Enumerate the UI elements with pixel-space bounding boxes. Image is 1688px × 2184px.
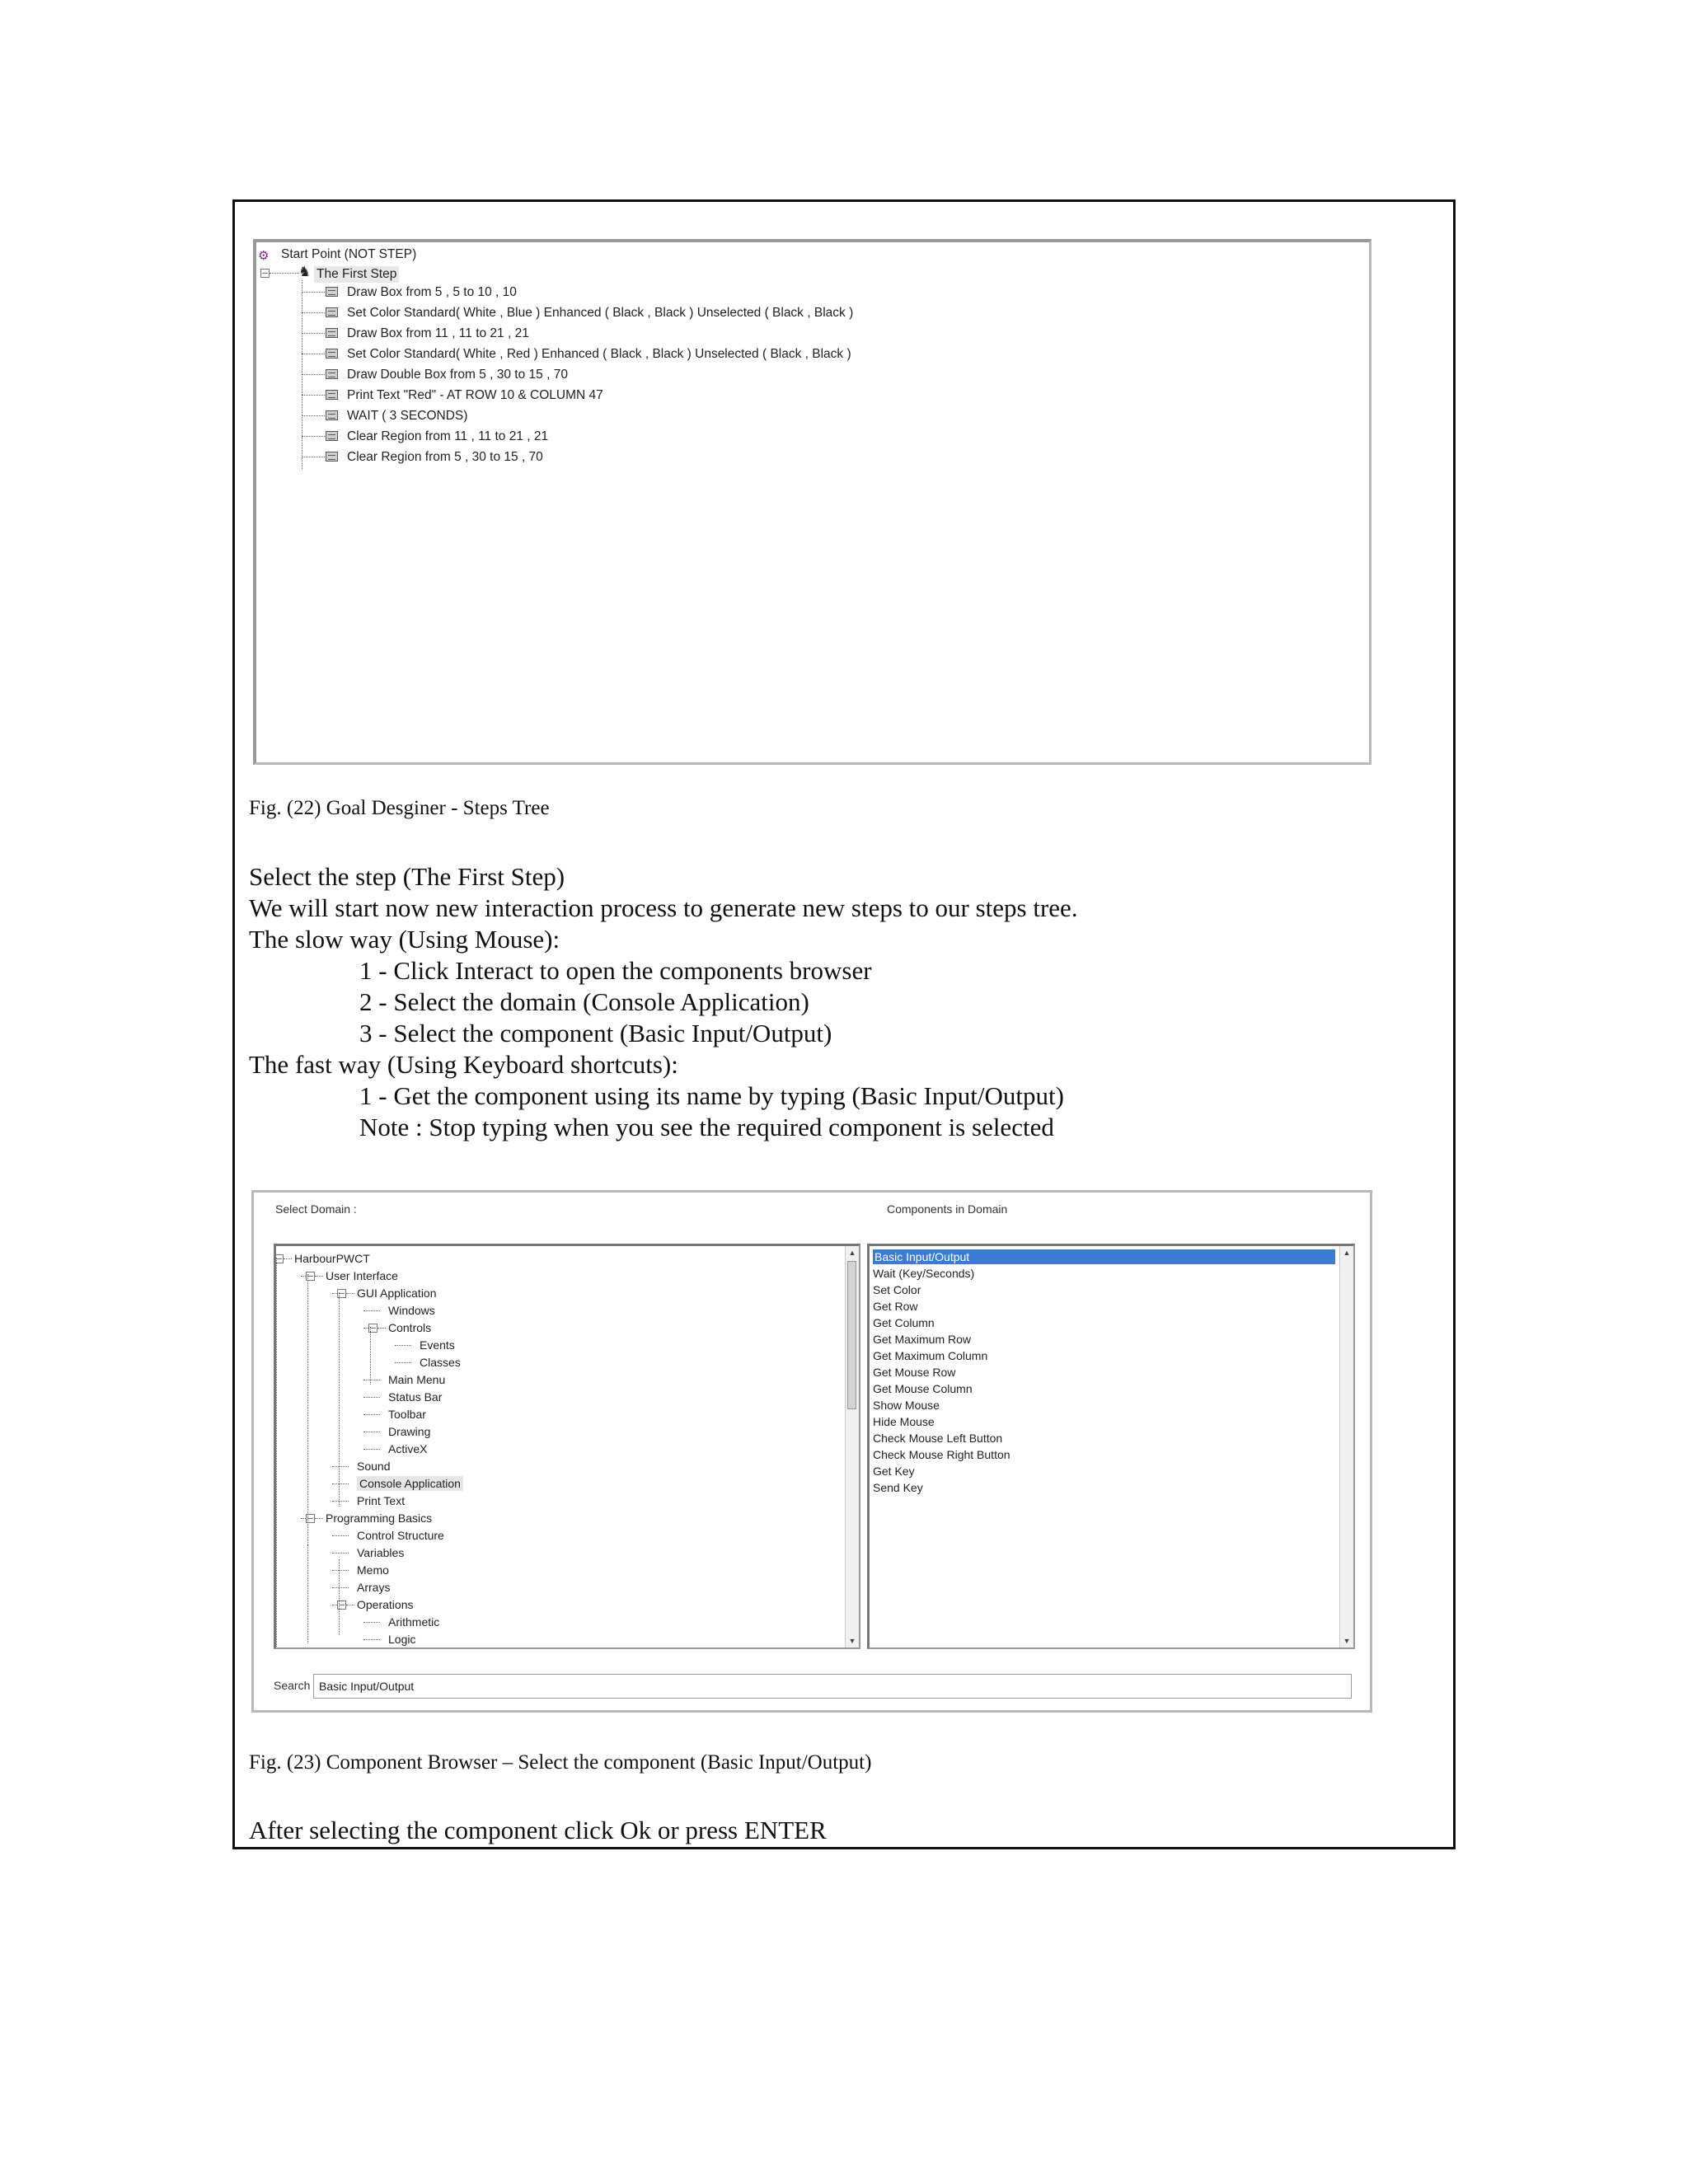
domain-tree-node[interactable]: GUI Application: [357, 1286, 437, 1300]
tree-guide: [307, 1544, 308, 1643]
component-list-item[interactable]: Check Mouse Left Button: [873, 1432, 1003, 1445]
tree-connector: [363, 1414, 380, 1415]
tree-guide: [307, 1274, 308, 1546]
tree-connector: [332, 1570, 349, 1571]
component-list-item[interactable]: Hide Mouse: [873, 1415, 935, 1428]
tree-step-item[interactable]: Set Color Standard( White , Blue ) Enhanced ( Black , Black ) Unselected ( Black , Black ): [347, 306, 854, 320]
text-line-3: The slow way (Using Mouse):: [249, 925, 560, 954]
domain-tree-node[interactable]: Variables: [357, 1546, 405, 1559]
domain-tree-node[interactable]: Arithmetic: [388, 1615, 440, 1629]
text-line-8: 1 - Get the component using its name by typing (Basic Input/Output): [359, 1081, 1064, 1110]
domain-tree-node[interactable]: Events: [420, 1338, 455, 1352]
step-icon: ♞: [298, 264, 312, 279]
tree-connector: [302, 415, 325, 416]
component-list-item[interactable]: Get Row: [873, 1300, 918, 1313]
text-line-7: The fast way (Using Keyboard shortcuts):: [249, 1050, 678, 1079]
component-list-item[interactable]: Basic Input/Output: [873, 1249, 1335, 1264]
domain-tree-node[interactable]: Main Menu: [388, 1373, 446, 1386]
tree-step-item[interactable]: Clear Region from 5 , 30 to 15 , 70: [347, 450, 543, 464]
component-list-item[interactable]: Set Color: [873, 1283, 921, 1296]
domain-tree-scrollbar[interactable]: [845, 1246, 859, 1647]
domain-tree-node[interactable]: Sound: [357, 1460, 391, 1473]
collapse-toggle-icon[interactable]: –: [337, 1601, 346, 1610]
scroll-up-icon[interactable]: ▲: [1343, 1249, 1351, 1257]
search-label: Search: [274, 1679, 311, 1692]
tree-connector: [346, 1293, 354, 1294]
tree-step-item[interactable]: WAIT ( 3 SECONDS): [347, 409, 468, 423]
domain-tree-node[interactable]: User Interface: [326, 1269, 398, 1282]
domain-tree-node[interactable]: Control Structure: [357, 1529, 444, 1542]
components-list-scrollbar[interactable]: [1339, 1246, 1353, 1647]
domain-tree-node[interactable]: Logic: [388, 1633, 416, 1646]
step-item-icon: [326, 369, 338, 379]
tree-connector: [363, 1622, 380, 1623]
tree-connector: [332, 1587, 349, 1588]
component-list-item[interactable]: Get Mouse Row: [873, 1366, 956, 1379]
tree-step-item[interactable]: Print Text "Red" - AT ROW 10 & COLUMN 47: [347, 388, 603, 402]
tree-connector: [315, 1518, 323, 1519]
scroll-up-icon[interactable]: ▲: [848, 1249, 856, 1257]
step-item-icon: [326, 410, 338, 420]
tree-connector: [315, 1276, 323, 1277]
component-list-item[interactable]: Send Key: [873, 1481, 923, 1494]
tree-connector: [363, 1397, 380, 1398]
component-list-item[interactable]: Show Mouse: [873, 1399, 940, 1412]
step-item-icon: [326, 431, 338, 441]
tree-guide: [276, 1258, 277, 1649]
tree-node-first-step[interactable]: The First Step: [314, 266, 399, 283]
text-line-9: Note : Stop typing when you see the required component is selected: [359, 1113, 1054, 1141]
domain-tree-node[interactable]: Controls: [388, 1321, 432, 1334]
text-line-1: Select the step (The First Step): [249, 862, 565, 891]
step-item-icon: [326, 287, 338, 297]
scroll-down-icon[interactable]: ▼: [1343, 1637, 1351, 1645]
tree-guide: [339, 1559, 340, 1635]
component-list-item[interactable]: Get Mouse Column: [873, 1382, 973, 1395]
component-list-item[interactable]: Get Key: [873, 1465, 915, 1478]
tree-connector: [302, 436, 325, 437]
tree-step-item[interactable]: Draw Box from 5 , 5 to 10 , 10: [347, 285, 517, 299]
domain-tree-node[interactable]: Console Application: [357, 1476, 463, 1491]
component-list-item[interactable]: Check Mouse Right Button: [873, 1448, 1010, 1461]
tree-connector: [302, 312, 325, 313]
tree-step-item[interactable]: Clear Region from 11 , 11 to 21 , 21: [347, 429, 549, 443]
tree-connector: [395, 1345, 411, 1346]
tree-connector: [363, 1310, 380, 1311]
component-list-item[interactable]: Get Column: [873, 1316, 935, 1329]
text-line-4: 1 - Click Interact to open the components browser: [359, 956, 872, 985]
step-item-icon: [326, 307, 338, 317]
domain-tree-node[interactable]: ActiveX: [388, 1442, 428, 1455]
component-list-item[interactable]: Get Maximum Column: [873, 1349, 988, 1362]
tree-connector: [332, 1535, 349, 1536]
collapse-toggle-icon[interactable]: –: [337, 1289, 346, 1298]
text-line-6: 3 - Select the component (Basic Input/Output): [359, 1019, 832, 1047]
tree-connector: [332, 1483, 349, 1484]
domain-tree-node[interactable]: Windows: [388, 1304, 435, 1317]
step-item-icon: [326, 328, 338, 338]
tree-connector: [332, 1553, 349, 1554]
component-list-item[interactable]: Get Maximum Row: [873, 1333, 972, 1346]
tree-connector: [395, 1362, 411, 1363]
closing-text: After selecting the component click Ok or press ENTER: [249, 1816, 827, 1844]
tree-connector: [302, 333, 325, 334]
domain-tree-panel[interactable]: [274, 1244, 860, 1649]
step-item-icon: [326, 452, 338, 462]
step-item-icon: [326, 349, 338, 359]
collapse-toggle-icon[interactable]: –: [368, 1324, 377, 1333]
tree-connector: [284, 1258, 292, 1259]
tree-root-start-point[interactable]: Start Point (NOT STEP): [281, 247, 417, 261]
components-in-domain-label: Components in Domain: [887, 1202, 1008, 1216]
select-domain-label: Select Domain :: [275, 1202, 357, 1216]
domain-tree-node[interactable]: Arrays: [357, 1581, 391, 1594]
tree-step-item[interactable]: Draw Double Box from 5 , 30 to 15 , 70: [347, 368, 568, 382]
tree-step-item[interactable]: Draw Box from 11 , 11 to 21 , 21: [347, 326, 529, 340]
domain-tree-node[interactable]: Drawing: [388, 1425, 431, 1438]
tree-connector: [302, 374, 325, 375]
domain-tree-node[interactable]: HarbourPWCT: [294, 1252, 370, 1265]
domain-tree-node[interactable]: Programming Basics: [326, 1511, 433, 1525]
tree-step-item[interactable]: Set Color Standard( White , Red ) Enhanced ( Black , Black ) Unselected ( Black , Black ): [347, 347, 851, 361]
tree-connector: [302, 395, 325, 396]
tree-connector: [332, 1501, 349, 1502]
tree-guide: [370, 1327, 371, 1385]
components-list-panel[interactable]: [867, 1244, 1355, 1649]
steps-tree-panel[interactable]: [253, 239, 1372, 765]
tree-connector: [302, 292, 325, 293]
component-browser-window: [251, 1190, 1372, 1713]
domain-tree-node[interactable]: Memo: [357, 1563, 389, 1577]
scroll-thumb[interactable]: [847, 1261, 856, 1409]
text-line-2: We will start now new interaction process to generate new steps to our steps tree.: [249, 893, 1078, 922]
collapse-toggle-icon[interactable]: –: [306, 1272, 315, 1281]
caption-fig22: Fig. (22) Goal Desginer - Steps Tree: [249, 797, 550, 819]
caption-fig23: Fig. (23) Component Browser – Select the component (Basic Input/Output): [249, 1751, 872, 1774]
start-point-icon: ⚙: [258, 249, 270, 263]
domain-tree-node[interactable]: Classes: [420, 1356, 461, 1369]
collapse-toggle-icon[interactable]: –: [260, 269, 270, 278]
component-list-item[interactable]: Wait (Key/Seconds): [873, 1267, 975, 1280]
text-line-5: 2 - Select the domain (Console Application): [359, 987, 809, 1016]
tree-connector: [363, 1449, 380, 1450]
tree-guide: [339, 1292, 340, 1507]
tree-connector: [363, 1639, 380, 1640]
scroll-down-icon[interactable]: ▼: [848, 1637, 856, 1645]
tree-connector: [377, 1328, 386, 1329]
domain-tree-node[interactable]: Toolbar: [388, 1408, 426, 1421]
step-item-icon: [326, 390, 338, 400]
collapse-toggle-icon[interactable]: –: [274, 1254, 284, 1263]
search-input[interactable]: Basic Input/Output: [313, 1674, 1352, 1699]
domain-tree-node[interactable]: Print Text: [357, 1494, 406, 1507]
tree-connector: [332, 1466, 349, 1467]
domain-tree-node[interactable]: Operations: [357, 1598, 414, 1611]
collapse-toggle-icon[interactable]: –: [306, 1514, 315, 1523]
domain-tree-node[interactable]: Status Bar: [388, 1390, 443, 1404]
